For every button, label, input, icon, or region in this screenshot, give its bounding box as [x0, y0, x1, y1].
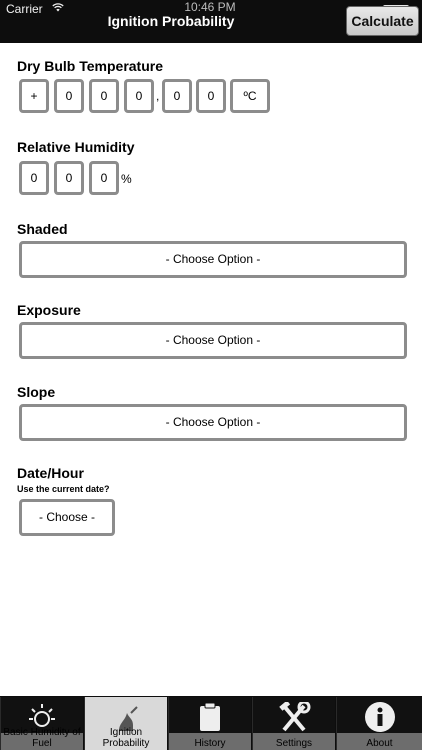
- tab-label: About: [366, 738, 393, 749]
- tab-basic-humidity-of-fuel[interactable]: [0, 697, 83, 750]
- humidity-unit: %: [121, 172, 132, 186]
- wifi-icon: [52, 3, 64, 12]
- temperature-sign-field[interactable]: +: [19, 79, 49, 113]
- tab-bar: [0, 696, 422, 750]
- tab-label-line2: Probability: [102, 738, 150, 749]
- tab-label: Settings: [275, 738, 313, 749]
- humidity-label: Relative Humidity: [17, 139, 135, 155]
- carrier-label: Carrier: [6, 2, 43, 16]
- info-icon: [364, 701, 396, 733]
- exposure-label: Exposure: [17, 302, 81, 318]
- temperature-decimal-2[interactable]: 0: [196, 79, 226, 113]
- tab-label: History: [194, 738, 226, 749]
- temperature-digit-1[interactable]: 0: [54, 79, 84, 113]
- temperature-digit-2[interactable]: 0: [89, 79, 119, 113]
- shaded-select[interactable]: - Choose Option -: [19, 241, 407, 278]
- exposure-select[interactable]: - Choose Option -: [19, 322, 407, 359]
- tab-settings[interactable]: [252, 697, 335, 750]
- dry-bulb-label: Dry Bulb Temperature: [17, 58, 163, 74]
- tab-history[interactable]: [168, 697, 251, 750]
- current-date-select[interactable]: - Choose -: [19, 499, 115, 536]
- tab-about[interactable]: [336, 697, 422, 750]
- temperature-digit-3[interactable]: 0: [124, 79, 154, 113]
- slope-label: Slope: [17, 384, 56, 400]
- tab-label-line2: Fuel: [32, 738, 52, 749]
- date-hour-label: Date/Hour: [17, 465, 84, 481]
- temperature-decimal-1[interactable]: 0: [162, 79, 192, 113]
- temperature-unit-field[interactable]: ºC: [230, 79, 270, 113]
- tools-icon: [277, 702, 311, 732]
- clipboard-icon: [197, 702, 223, 732]
- shaded-label: Shaded: [17, 221, 68, 237]
- page-title: Ignition Probability: [107, 13, 235, 29]
- current-date-question: Use the current date?: [17, 484, 110, 494]
- tab-ignition-probability[interactable]: [84, 697, 167, 750]
- navigation-bar: [0, 0, 422, 43]
- calculate-button[interactable]: Calculate: [346, 6, 419, 36]
- tab-label-line1: Ignition: [109, 727, 143, 738]
- tab-label-line1: Basic Humidity of: [3, 727, 81, 738]
- status-time: 10:46 PM: [184, 0, 236, 14]
- decimal-comma: ,: [156, 89, 160, 103]
- humidity-digit-3[interactable]: 0: [89, 161, 119, 195]
- humidity-digit-1[interactable]: 0: [19, 161, 49, 195]
- slope-select[interactable]: - Choose Option -: [19, 404, 407, 441]
- humidity-digit-2[interactable]: 0: [54, 161, 84, 195]
